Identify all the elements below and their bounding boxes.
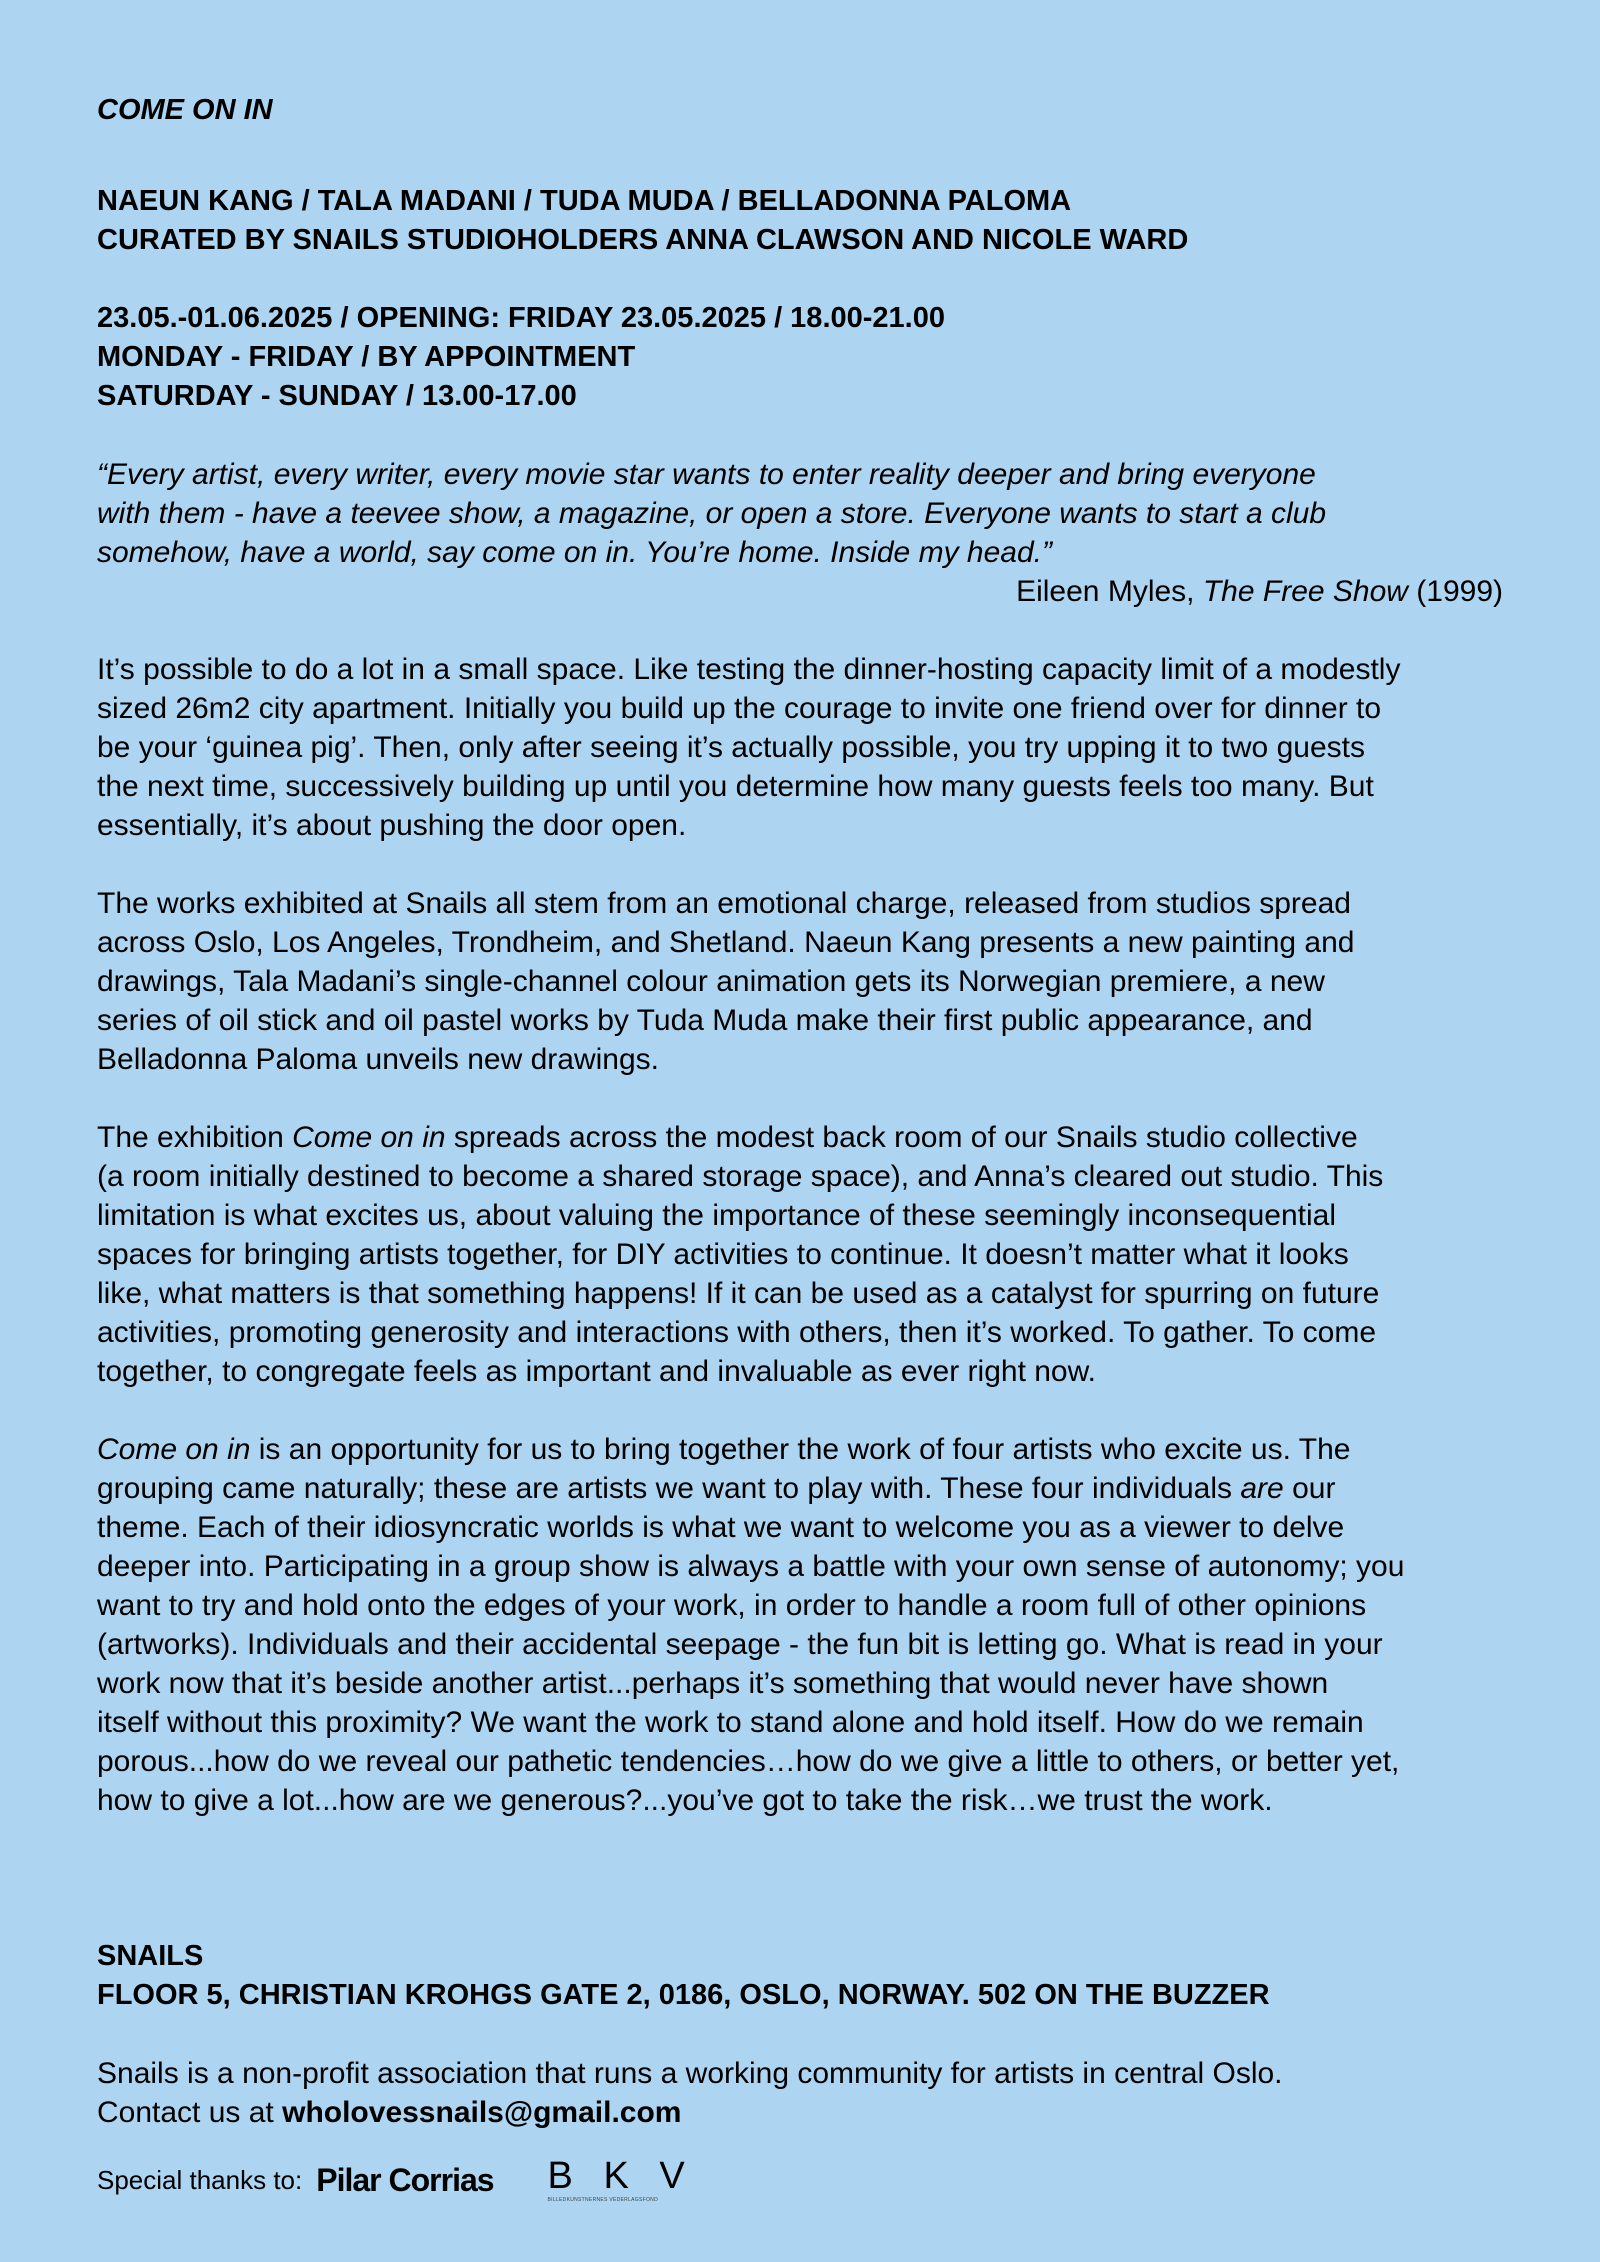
dates-block [97, 299, 1503, 416]
paragraph-line [97, 1118, 1507, 1157]
credits-block [97, 182, 1503, 260]
text-run: is an opportunity for us to bring together the work of four artists who excite us. The [250, 1433, 1351, 1466]
thanks-label: Special thanks to: [97, 2165, 303, 2195]
curators-line: CURATED BY SNAILS STUDIOHOLDERS ANNA CLAWSON AND NICOLE WARD [97, 224, 1189, 256]
dates-line: 23.05.-01.06.2025 / OPENING: FRIDAY 23.05.2025 / 18.00-21.00 [97, 302, 945, 334]
pilar-corrias-logo: Pilar Corrias [316, 2161, 494, 2198]
paragraph-line: theme. Each of their idiosyncratic worlds is what we want to welcome you as a viewer to delve [97, 1511, 1345, 1544]
venue-block [97, 1937, 1503, 2015]
artists-line: NAEUN KANG / TALA MADANI / TUDA MUDA / BELLADONNA PALOMA [97, 185, 1072, 217]
text-run: our [1283, 1472, 1336, 1505]
about-block [97, 2054, 1503, 2132]
paragraph-line: how to give a lot...how are we generous?...you’ve got to take the risk…we trust the work. [97, 1784, 1273, 1817]
exhibition-title: COME ON IN [97, 94, 273, 126]
paragraph-line [97, 1430, 1507, 1469]
venue-name: SNAILS [97, 1940, 204, 1972]
paragraph-line: It’s possible to do a lot in a small space. Like testing the dinner-hosting capacity limit of a modestly [97, 653, 1401, 686]
paragraph-line: like, what matters is that something happens! If it can be used as a catalyst for spurring on future [97, 1277, 1380, 1310]
quote-line: with them - have a teevee show, a magazine, or open a store. Everyone wants to start a club [97, 497, 1327, 530]
venue-address: FLOOR 5, CHRISTIAN KROHGS GATE 2, 0186, OSLO, NORWAY. 502 ON THE BUZZER [97, 1979, 1270, 2011]
epigraph-quote [97, 455, 1503, 572]
text-run: grouping came naturally; these are artists we want to play with. These four individuals [97, 1472, 1241, 1505]
exhibition-title-inline: Come on in [292, 1121, 446, 1154]
paragraph-line: essentially, it’s about pushing the door open. [97, 809, 687, 842]
paragraph-line: deeper into. Participating in a group show is always a battle with your own sense of autonomy; you [97, 1550, 1405, 1583]
quote-author: Eileen Myles, [1016, 575, 1203, 608]
weekend-hours: SATURDAY - SUNDAY / 13.00-17.00 [97, 380, 577, 412]
emphasis: are [1240, 1472, 1284, 1505]
about-line: Snails is a non-profit association that runs a working community for artists in central Oslo. [97, 2057, 1283, 2090]
text-run: The exhibition [97, 1121, 293, 1154]
quote-line: “Every artist, every writer, every movie star wants to enter reality deeper and bring everyone [97, 458, 1316, 491]
paragraph-line: limitation is what excites us, about valuing the importance of these seemingly inconsequential [97, 1199, 1337, 1232]
paragraph-works [97, 884, 1507, 1079]
paragraph-line: spaces for bringing artists together, for DIY activities to continue. It doesn’t matter what it looks [97, 1238, 1349, 1271]
contact-line [97, 2093, 1503, 2132]
special-thanks [97, 2150, 1503, 2210]
paragraph-intro [97, 650, 1507, 845]
bkv-logo-letters: B K V [547, 2155, 695, 2197]
paragraph-line: sized 26m2 city apartment. Initially you build up the courage to invite one friend over for dinner to [97, 692, 1382, 725]
paragraph-line [97, 1469, 1507, 1508]
quote-attribution [97, 572, 1503, 611]
paragraph-line: together, to congregate feels as important and invaluable as ever right now. [97, 1355, 1096, 1388]
paragraph-line: activities, promoting generosity and interactions with others, then it’s worked. To gather. To come [97, 1316, 1377, 1349]
bkv-logo [548, 2157, 695, 2203]
weekday-hours: MONDAY - FRIDAY / BY APPOINTMENT [97, 341, 636, 373]
paragraph-line: (artworks). Individuals and their accidental seepage - the fun bit is letting go. What is read in your [97, 1628, 1383, 1661]
exhibition-title-inline: Come on in [97, 1433, 251, 1466]
contact-email-link[interactable]: wholovessnails@gmail.com [282, 2096, 682, 2129]
quote-work-title: The Free Show [1202, 575, 1408, 608]
bkv-logo-subtitle: BILLEDKUNSTNERNES VEDERLAGSFOND [547, 2197, 658, 2203]
paragraph-line: itself without this proximity? We want the work to stand alone and hold itself. How do we remain [97, 1706, 1364, 1739]
paragraph-line: The works exhibited at Snails all stem from an emotional charge, released from studios spread [97, 887, 1351, 920]
quote-line: somehow, have a world, say come on in. You’re home. Inside my head.” [97, 536, 1052, 569]
contact-prefix: Contact us at [97, 2096, 283, 2129]
paragraph-line: work now that it’s beside another artist...perhaps it’s something that would never have shown [97, 1667, 1329, 1700]
paragraph-space [97, 1118, 1507, 1391]
paragraph-line: across Oslo, Los Angeles, Trondheim, and Shetland. Naeun Kang presents a new painting and [97, 926, 1355, 959]
paragraph-line: series of oil stick and oil pastel works by Tuda Muda make their first public appearance, and [97, 1004, 1313, 1037]
paragraph-line: the next time, successively building up until you determine how many guests feels too many. But [97, 770, 1374, 803]
text-run: spreads across the modest back room of our Snails studio collective [445, 1121, 1358, 1154]
paragraph-line: (a room initially destined to become a shared storage space), and Anna’s cleared out studio. This [97, 1160, 1384, 1193]
paragraph-artists [97, 1430, 1507, 1820]
paragraph-line: drawings, Tala Madani’s single-channel colour animation gets its Norwegian premiere, a new [97, 965, 1325, 998]
paragraph-line: be your ‘guinea pig’. Then, only after seeing it’s actually possible, you try upping it to two guests [97, 731, 1365, 764]
paragraph-line: want to try and hold onto the edges of your work, in order to handle a room full of other opinions [97, 1589, 1367, 1622]
quote-year: (1999) [1407, 575, 1503, 608]
paragraph-line: Belladonna Paloma unveils new drawings. [97, 1043, 660, 1076]
paragraph-line: porous...how do we reveal our pathetic tendencies…how do we give a little to others, or better yet, [97, 1745, 1400, 1778]
